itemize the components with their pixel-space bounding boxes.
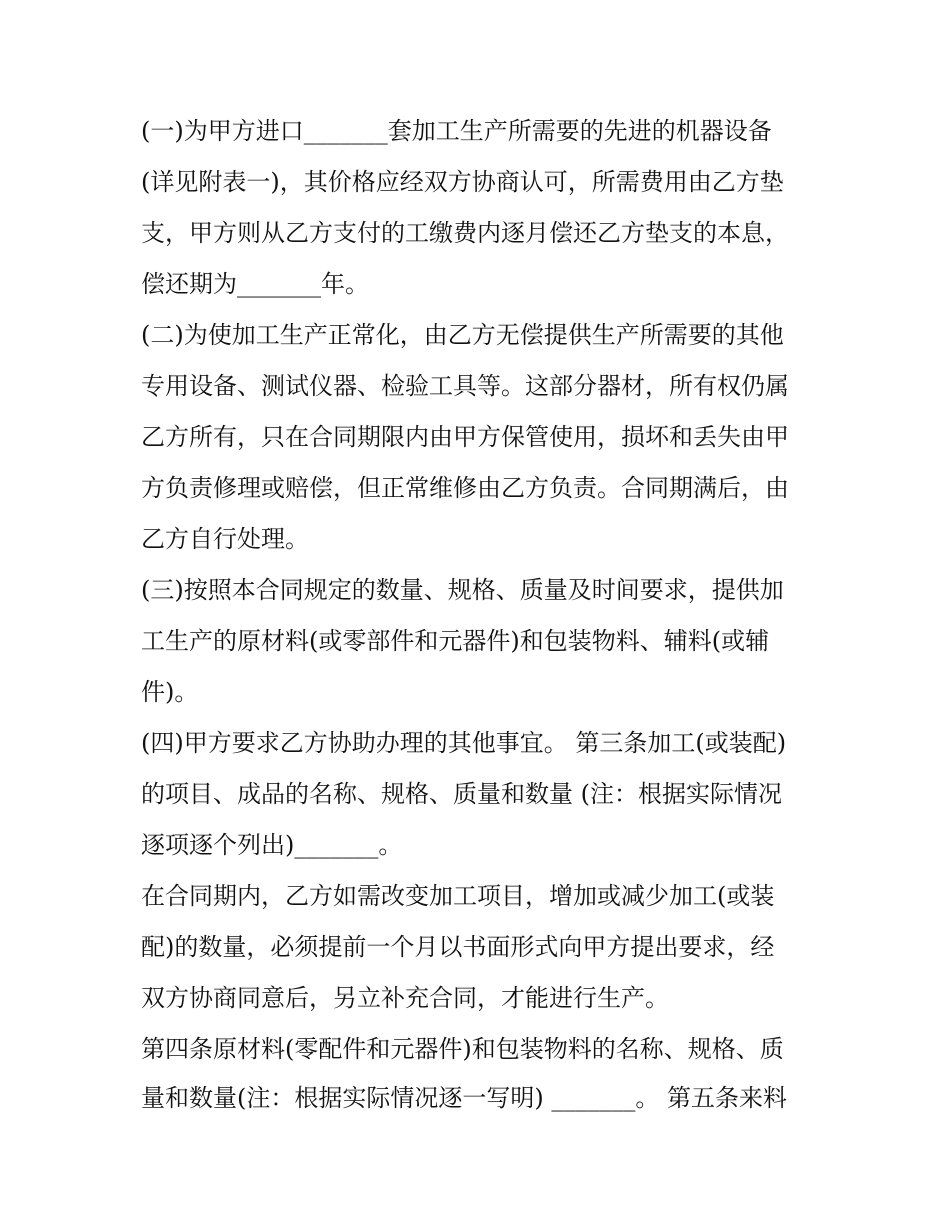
text-line: 件)。 [141,678,199,706]
text-line: 支，甲方则从乙方支付的工缴费内逐月偿还乙方垫支的本息， [141,219,789,247]
text-line: (详见附表一)，其价格应经双方协商认可，所需费用由乙方垫 [141,168,784,196]
text-line: 量和数量(注：根据实际情况逐一写明) _______。 第五条来料 [141,1084,787,1112]
text-line: 的项目、成品的名称、规格、质量和数量 (注：根据实际情况 [141,780,782,808]
text-line: 双方协商同意后，另立补充合同，才能进行生产。 [141,984,669,1012]
text-line: 偿还期为_______年。 [141,270,369,298]
text-line: 方负责修理或赔偿，但正常维修由乙方负责。合同期满后，由 [141,474,789,502]
text-line: 工生产的原材料(或零部件和元器件)和包装物料、辅料(或辅 [141,627,770,655]
text-line: 乙方自行处理。 [141,525,309,553]
text-line: 配)的数量，必须提前一个月以书面形式向甲方提出要求，经 [141,933,775,961]
text-line: (四)甲方要求乙方协助办理的其他事宜。 第三条加工(或装配) [141,729,787,757]
text-line: (三)按照本合同规定的数量、规格、质量及时间要求，提供加 [141,576,784,604]
text-line: 第四条原材料(零配件和元器件)和包装物料的名称、规格、质 [141,1035,784,1063]
text-line: (一)为甲方进口_______套加工生产所需要的先进的机器设备 [141,117,772,145]
text-line: 逐项逐个列出)_______。 [141,831,403,859]
text-line: (二)为使加工生产正常化，由乙方无偿提供生产所需要的其他 [141,321,784,349]
text-line: 专用设备、测试仪器、检验工具等。这部分器材，所有权仍属 [141,372,789,400]
text-line: 乙方所有，只在合同期限内由甲方保管使用，损坏和丢失由甲 [141,423,789,451]
text-line: 在合同期内，乙方如需改变加工项目，增加或减少加工(或装 [141,882,775,910]
contract-text [141,106,821,1121]
